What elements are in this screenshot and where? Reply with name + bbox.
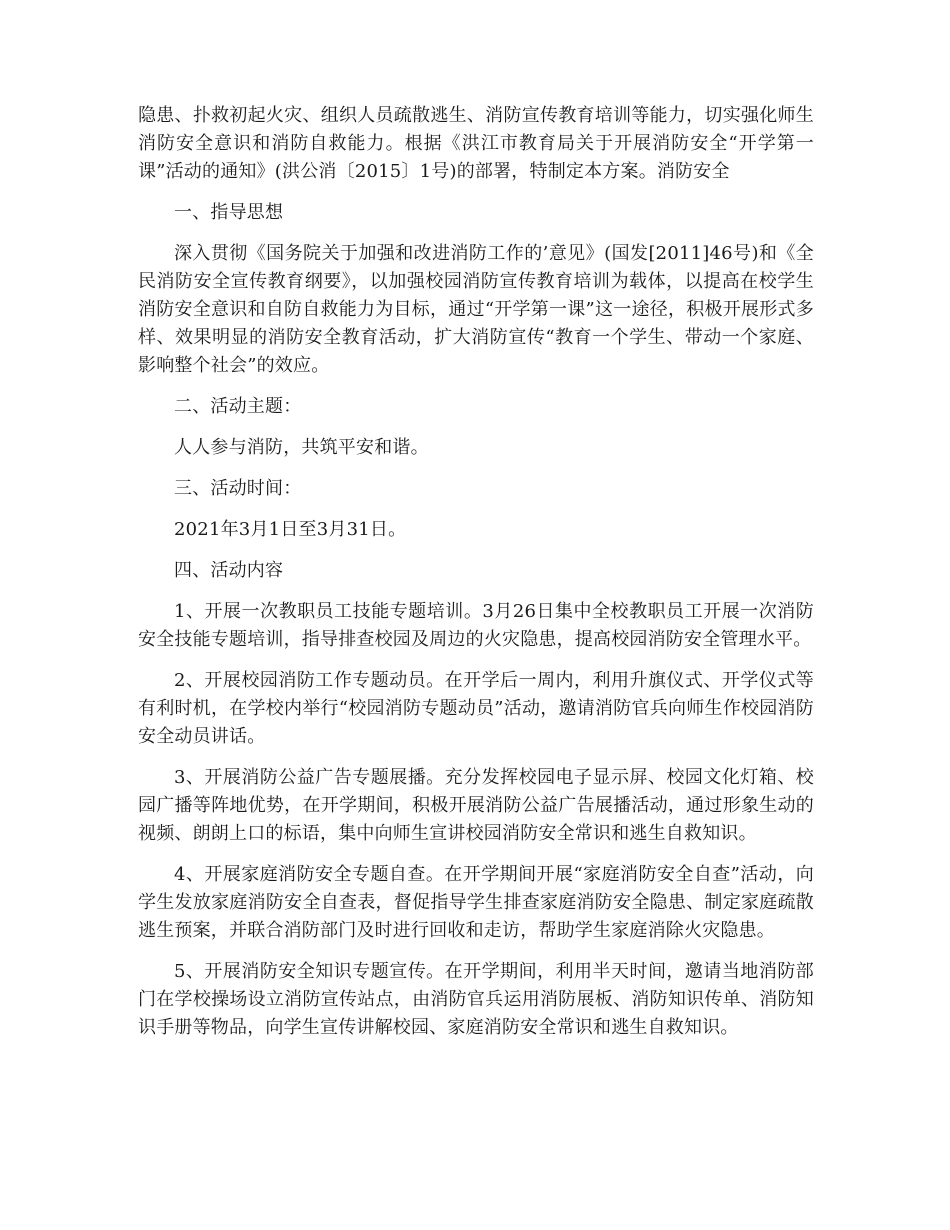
heading-guiding-thought: 一、指导思想 — [174, 202, 284, 223]
heading-activity-time: 三、活动时间： — [174, 478, 302, 499]
document-page — [138, 102, 814, 1055]
heading-activity-theme: 二、活动主题： — [174, 396, 302, 417]
paragraph-content-item-2: 2、开展校园消防工作专题动员。在开学后一周内，利用升旗仪式、开学仪式等有利时机，在学校内举行“校园消防专题动员”活动，邀请消防官兵向师生作校园消防安全动员讲话。 — [138, 670, 814, 747]
paragraph-content-item-3: 3、开展消防公益广告专题展播。充分发挥校园电子显示屏、校园文化灯箱、校园广播等阵地优势，在开学期间，积极开展消防公益广告展播活动，通过形象生动的视频、朗朗上口的标语，集中向师生宣讲校园消防安全常识和逃生自救知识。 — [138, 767, 814, 844]
paragraph-activity-theme: 人人参与消防，共筑平安和谐。 — [174, 437, 429, 458]
paragraph-activity-time: 2021年3月1日至3月31日。 — [174, 519, 407, 540]
paragraph-content-item-5: 5、开展消防安全知识专题宣传。在开学期间，利用半天时间，邀请当地消防部门在学校操场设立消防宣传站点，由消防官兵运用消防展板、消防知识传单、消防知识手册等物品，向学生宣传讲解校园、家庭消防安全常识和逃生自救知识。 — [138, 961, 814, 1038]
paragraph-content-item-4: 4、开展家庭消防安全专题自查。在开学期间开展“家庭消防安全自查”活动，向学生发放家庭消防安全自查表，督促指导学生排查家庭消防安全隐患、制定家庭疏散逃生预案，并联合消防部门及时进行回收和走访，帮助学生家庭消除火灾隐患。 — [138, 864, 814, 941]
heading-activity-content: 四、活动内容 — [174, 560, 284, 581]
paragraph-intro-continuation: 隐患、扑救初起火灾、组织人员疏散逃生、消防宣传教育培训等能力，切实强化师生消防安全意识和消防自救能力。根据《洪江市教育局关于开展消防安全“开学第一课”活动的通知》(洪公消〔2015〕1号)的部署，特制定本方案。消防安全 — [138, 105, 814, 182]
paragraph-content-item-1: 1、开展一次教职员工技能专题培训。3月26日集中全校教职员工开展一次消防安全技能专题培训，指导排查校园及周边的火灾隐患，提高校园消防安全管理水平。 — [138, 601, 814, 650]
paragraph-guiding-thought: 深入贯彻《国务院关于加强和改进消防工作的’意见》(国发[2011]46号)和《全民消防安全宣传教育纲要》，以加强校园消防宣传教育培训为载体，以提高在校学生消防安全意识和自防自救能力为目标，通过“开学第一课”这一途径，积极开展形式多样、效果明显的消防安全教育活动，扩大消防宣传“教育一个学生、带动一个家庭、影响整个社会”的效应。 — [138, 243, 814, 376]
